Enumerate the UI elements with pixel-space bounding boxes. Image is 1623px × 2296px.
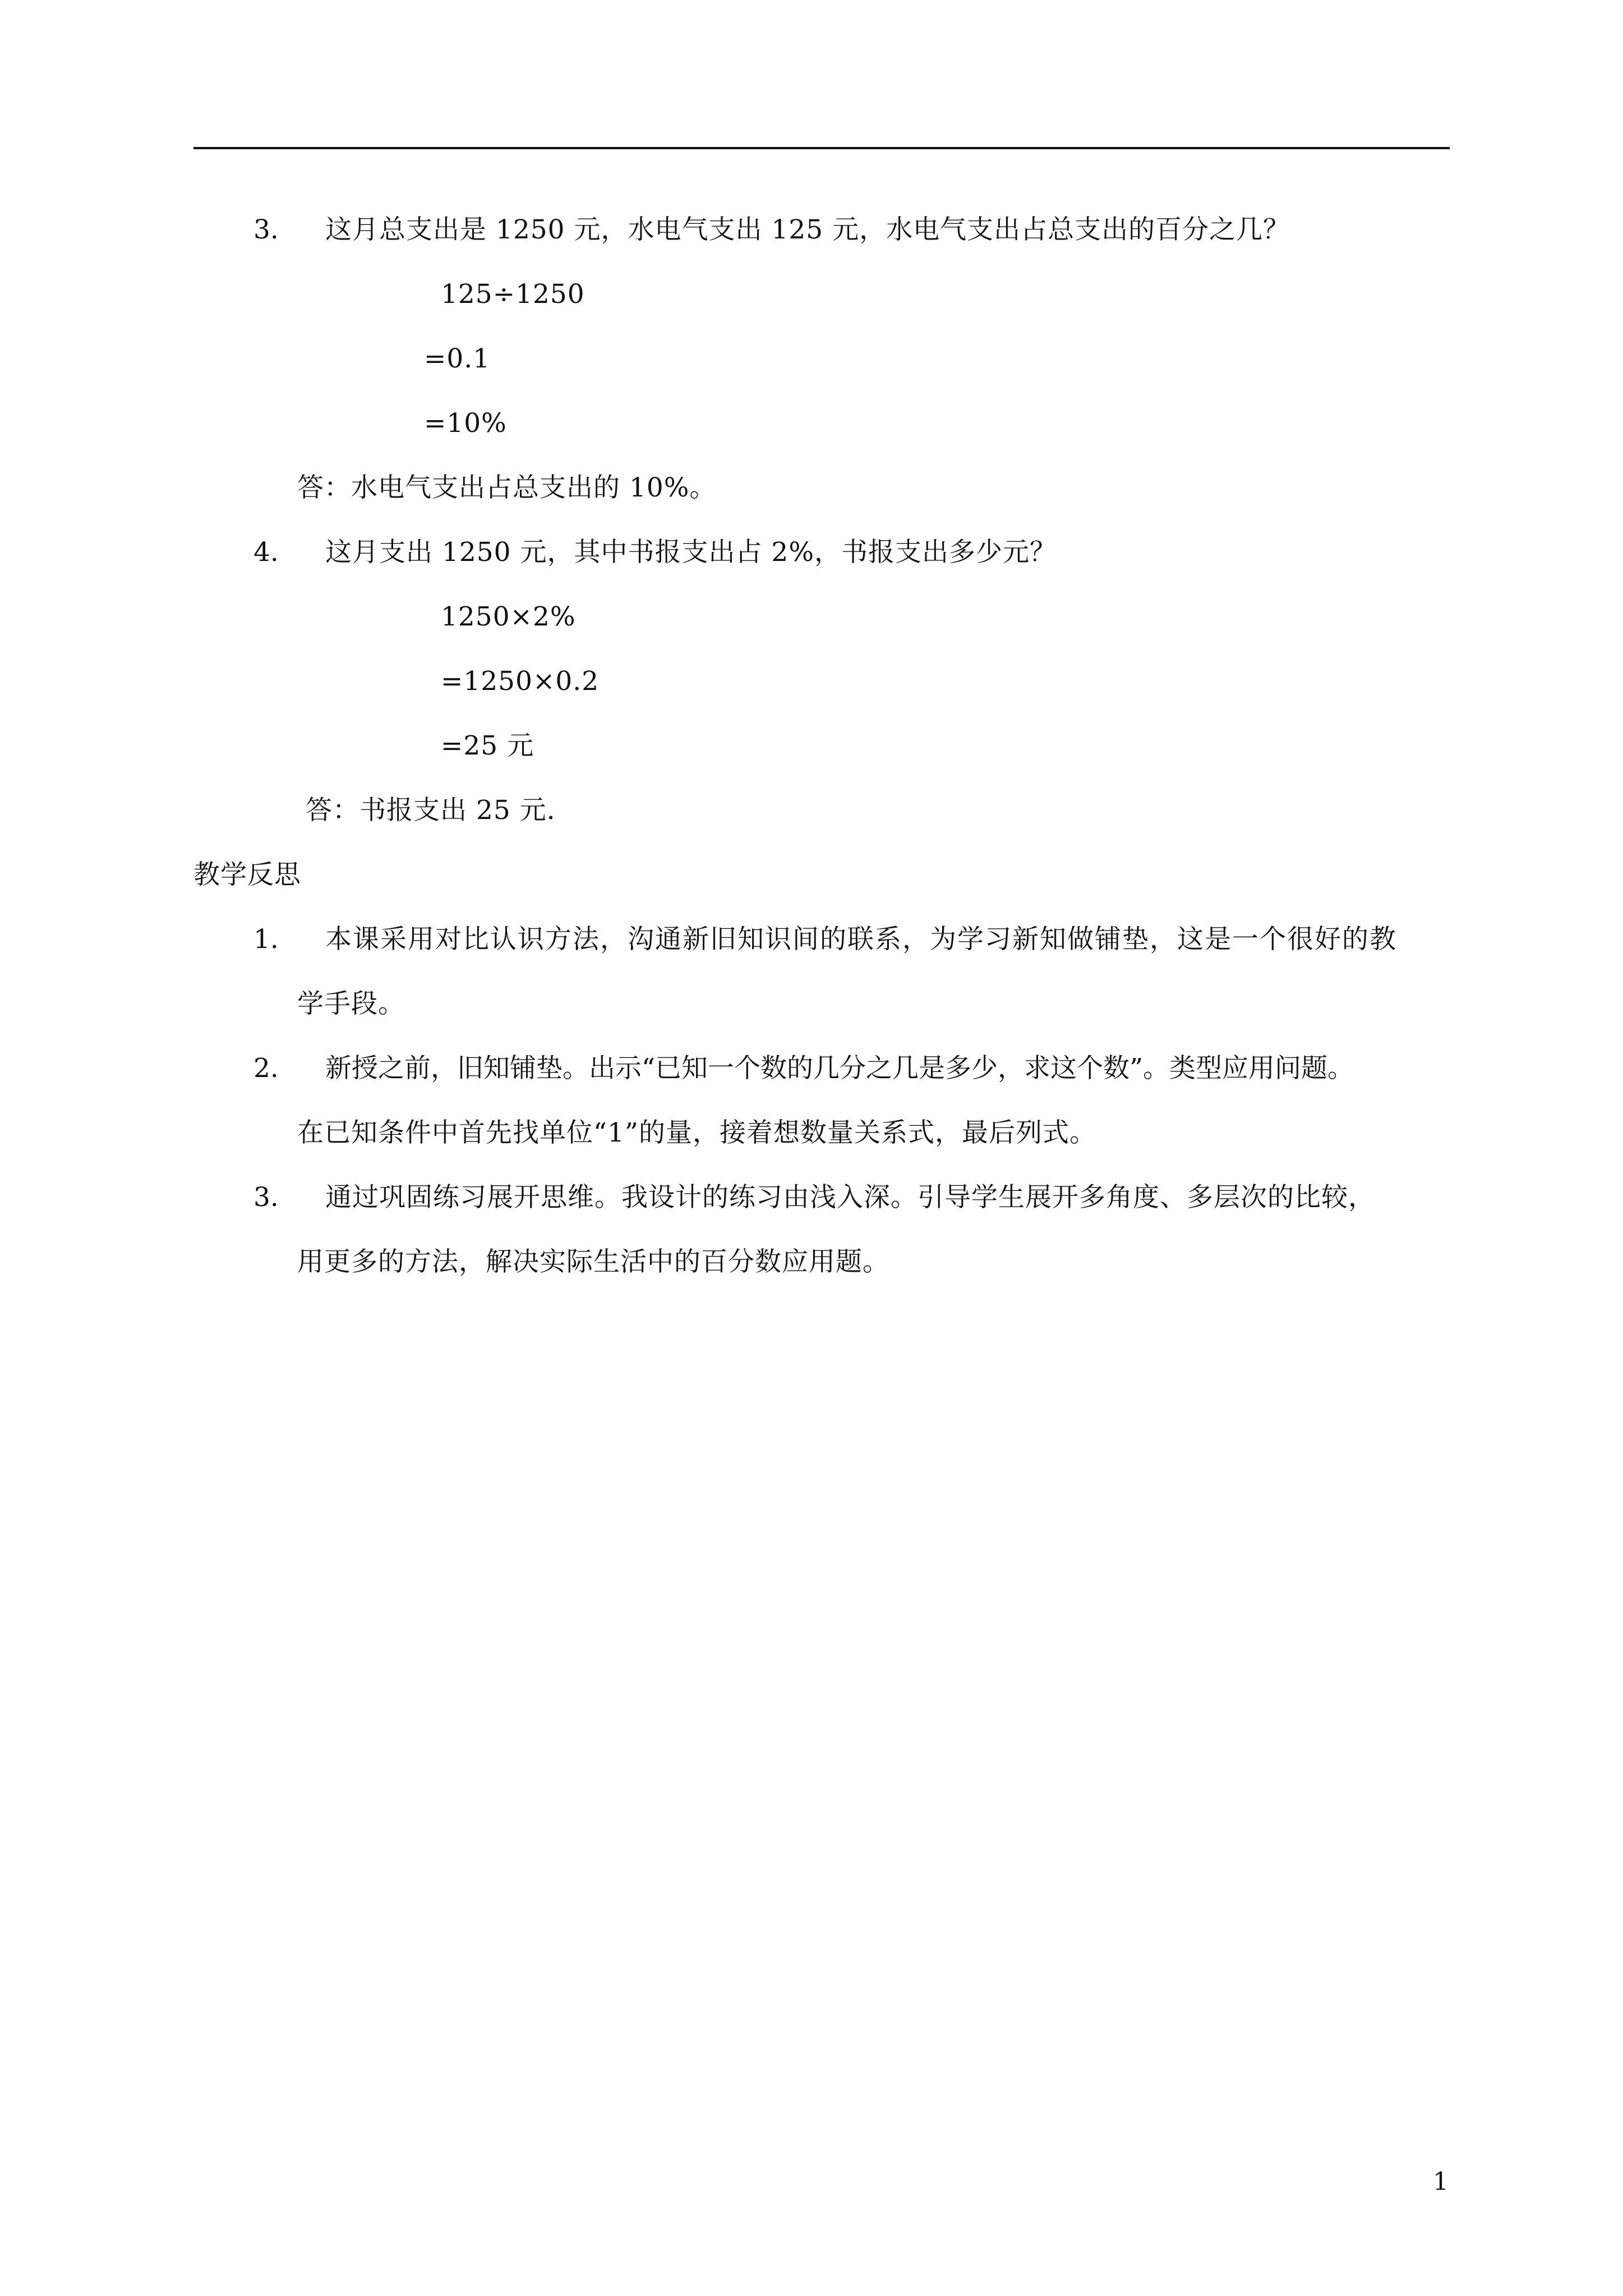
item-number: 2. <box>253 1053 279 1084</box>
item-text-continued: 学手段。 <box>297 988 405 1019</box>
calculation-step: =10% <box>424 408 507 439</box>
header-rule <box>193 147 1450 149</box>
calculation-step: 1250×2% <box>441 601 576 632</box>
page-number: 1 <box>1433 2168 1449 2196</box>
problem-number: 3. <box>253 214 279 245</box>
problem-question: 这月总支出是 1250 元，水电气支出 125 元，水电气支出占总支出的百分之几？ <box>325 214 1290 245</box>
calculation-step: =0.1 <box>424 343 491 374</box>
item-text: 通过巩固练习展开思维。我设计的练习由浅入深。引导学生展开多角度、多层次的比较， <box>325 1182 1375 1213</box>
calculation-step: 125÷1250 <box>441 279 585 310</box>
item-text: 新授之前，旧知铺垫。出示“已知一个数的几分之几是多少，求这个数”。类型应用问题。 <box>325 1053 1354 1084</box>
item-text: 本课采用对比认识方法，沟通新旧知识间的联系，为学习新知做铺垫，这是一个很好的教 <box>325 924 1397 955</box>
problem-number: 4. <box>253 537 279 568</box>
item-text-continued: 用更多的方法，解决实际生活中的百分数应用题。 <box>297 1246 889 1277</box>
problem-question: 这月支出 1250 元，其中书报支出占 2%，书报支出多少元？ <box>325 537 1057 568</box>
problem-answer: 答：书报支出 25 元. <box>306 795 556 826</box>
item-text-continued: 在已知条件中首先找单位“1”的量，接着想数量关系式，最后列式。 <box>297 1117 1096 1148</box>
section-heading: 教学反思 <box>193 859 301 890</box>
problem-answer: 答：水电气支出占总支出的 10%。 <box>297 472 717 503</box>
calculation-step: =25 元 <box>441 730 534 761</box>
item-number: 1. <box>253 924 279 955</box>
item-number: 3. <box>253 1182 279 1213</box>
calculation-step: =1250×0.2 <box>441 666 600 697</box>
